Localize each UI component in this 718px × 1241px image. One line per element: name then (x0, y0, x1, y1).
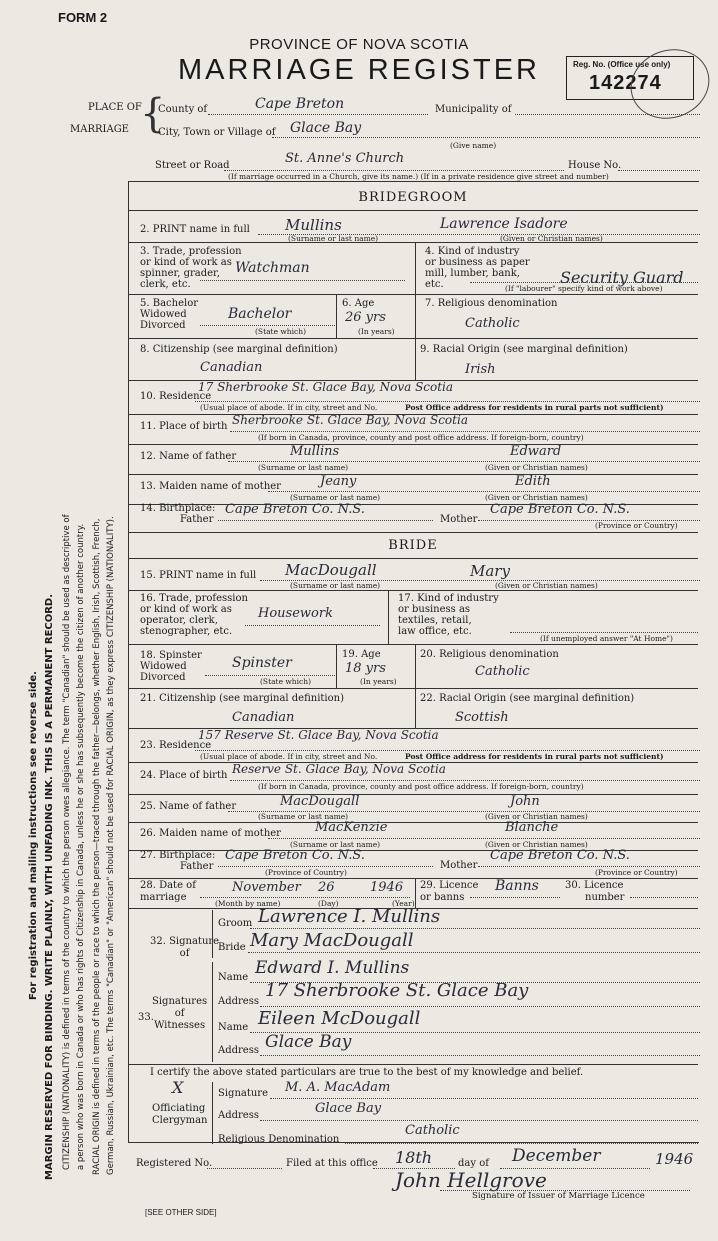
bride-citizenship: Canadian (232, 710, 295, 725)
groom-trade-label: 3. Trade, profession or kind of work as spinner, grader, clerk, etc. (140, 246, 242, 290)
clergy-signature-label: Signature (218, 1088, 269, 1099)
groom-bp-label: 14. Birthplace: Father (140, 503, 216, 525)
groom-trade: Watchman (235, 260, 310, 276)
bride-birth: Reserve St. Glace Bay, Nova Scotia (232, 762, 446, 776)
bride-status-label: 18. Spinster Widowed Divorced (140, 650, 202, 683)
groom-racial: Irish (465, 362, 496, 377)
place-label: PLACE OF (88, 102, 142, 113)
groom-industry: Security Guard (560, 268, 684, 287)
day-sub: (Day) (318, 899, 339, 908)
w1-address: 17 Sherbrooke St. Glace Bay (265, 980, 529, 1001)
clergy-denomination: Catholic (405, 1123, 460, 1138)
bride-residence-sub: (Usual place of abode. If in city, street and No. (200, 752, 378, 761)
w1-address-label: Address (218, 996, 259, 1007)
marriage-day: 26 (318, 880, 335, 895)
bride-surname: MacDougall (285, 561, 377, 579)
margin-line-1: For registration and mailing instructions see reverse side. (28, 671, 39, 1000)
bride-given: Mary (470, 562, 510, 580)
licence-label: 29. Licence or banns (420, 880, 479, 903)
clergy-mark: X (172, 1078, 184, 1097)
signature-of-label: 32. Signature of (150, 936, 220, 959)
bride-bp-sub2: (Province or Country) (595, 868, 678, 877)
officiating-label: Officiating Clergyman (152, 1103, 208, 1126)
bride-header: BRIDE (388, 538, 438, 553)
bride-birth-sub: (If born in Canada, province, county and post office address. If foreign-born, country) (258, 782, 584, 791)
bride-racial-label: 22. Racial Origin (see marginal definition) (420, 693, 635, 704)
w2-name-label: Name (218, 1022, 249, 1033)
registered-label: Registered No. (136, 1158, 213, 1169)
licence-value: Banns (495, 878, 539, 894)
bride-bp-mother-label: Mother (440, 860, 478, 871)
day-of-label: day of (458, 1158, 489, 1169)
groom-birth: Sherbrooke St. Glace Bay, Nova Scotia (232, 413, 468, 427)
groom-status: Bachelor (228, 306, 292, 322)
county-label: County of (158, 104, 208, 115)
groom-father-given-sub: (Given or Christian names) (485, 463, 588, 472)
groom-father-surname: Mullins (290, 444, 340, 459)
province-heading: PROVINCE OF NOVA SCOTIA (249, 36, 469, 53)
clergy-denomination-label: Religious Denomination (218, 1134, 340, 1145)
bride-age: 18 yrs (345, 661, 386, 676)
groom-sig-label: Groom (218, 918, 253, 929)
bride-signature: Mary MacDougall (250, 930, 414, 951)
groom-residence-sub: (Usual place of abode. If in city, street and No. (200, 403, 378, 412)
groom-mother-surname: Jeany (320, 474, 357, 489)
marriage-label: MARRIAGE (70, 124, 129, 135)
groom-given: Lawrence Isadore (440, 216, 568, 232)
margin-line-5: RACIAL ORIGIN is defined in terms of the people or race to which the person—traced through the father—belongs, whether English, Irish, Scottish, French, (92, 518, 102, 1175)
bride-mother-surname: MacKenzie (315, 820, 388, 835)
city-label: City, Town or Village of (158, 127, 276, 138)
street-value: St. Anne's Church (285, 151, 405, 166)
w1-name: Edward I. Mullins (255, 958, 410, 978)
bride-birth-label: 24. Place of birth (140, 770, 228, 781)
bridegroom-header: BRIDEGROOM (358, 190, 468, 205)
w2-name: Eileen McDougall (258, 1008, 421, 1029)
groom-industry-label: 4. Kind of industry or business as paper mill, lumber, bank, etc. (425, 246, 530, 290)
groom-mother-given-sub: (Given or Christian names) (485, 493, 588, 502)
municipality-label: Municipality of (435, 104, 512, 115)
bride-given-sub: (Given or Christian names) (495, 581, 598, 590)
groom-age: 26 yrs (345, 310, 386, 325)
groom-residence-sub-bold: Post Office address for residents in rural parts not sufficient) (405, 403, 664, 412)
groom-bp-father: Cape Breton Co. N.S. (225, 502, 365, 517)
bride-religion: Catholic (475, 664, 530, 679)
bride-print-label: 15. PRINT name in full (140, 570, 257, 581)
bride-father-surname-sub: (Surname or last name) (258, 812, 349, 821)
bride-religion-label: 20. Religious denomination (420, 649, 559, 660)
bride-trade: Housework (258, 606, 333, 621)
street-note: (If marriage occurred in a Church, give its name.) (If in a private residence give street and number) (228, 172, 609, 181)
groom-print-label: 2. PRINT name in full (140, 224, 250, 235)
filed-day: 18th (395, 1148, 433, 1167)
groom-given-sub: (Given or Christian names) (500, 234, 603, 243)
bride-residence-sub-bold: Post Office address for residents in rural parts not sufficient) (405, 752, 664, 761)
bride-mother-label: 26. Maiden name of mother (140, 828, 281, 839)
brace-icon: { (140, 91, 166, 137)
w2-address-label: Address (218, 1045, 259, 1056)
county-value: Cape Breton (255, 96, 345, 112)
groom-surname-sub: (Surname or last name) (288, 234, 379, 243)
bride-father-label: 25. Name of father (140, 801, 237, 812)
w1-name-label: Name (218, 972, 249, 983)
bride-racial: Scottish (455, 710, 509, 725)
groom-status-label: 5. Bachelor Widowed Divorced (140, 298, 198, 331)
bride-bp-sub: (Province of Country) (265, 868, 347, 877)
filed-month: December (512, 1146, 601, 1166)
bride-citizenship-label: 21. Citizenship (see marginal definition) (140, 693, 344, 704)
groom-mother-label: 13. Maiden name of mother (140, 481, 281, 492)
groom-industry-sub: (If "labourer" specify kind of work above) (505, 284, 663, 293)
bride-residence: 157 Reserve St. Glace Bay, Nova Scotia (198, 728, 439, 742)
groom-age-sub: (In years) (358, 327, 395, 336)
city-value: Glace Bay (290, 120, 362, 136)
clergy-address: Glace Bay (315, 1101, 382, 1116)
clergy-address-label: Address (218, 1110, 259, 1121)
groom-surname: Mullins (285, 216, 342, 234)
groom-signature: Lawrence I. Mullins (258, 906, 441, 927)
margin-line-6: German, Russian, Ukrainian, etc. The terms "Canadian" or "American" should not be used for RACIAL ORIGIN, as they express CITIZENSHIP (NATIONALITY). (106, 516, 116, 1175)
licence-number-label: 30. Licence number (565, 880, 625, 903)
margin-line-2: MARGIN RESERVED FOR BINDING. WRITE PLAINLY, WITH UNFADING INK. THIS IS A PERMANENT RECORD. (44, 593, 55, 1180)
groom-bp-mother: Cape Breton Co. N.S. (490, 502, 630, 517)
groom-father-surname-sub: (Surname or last name) (258, 463, 349, 472)
bride-industry-sub: (If unemployed answer "At Home") (540, 634, 673, 643)
bride-residence-label: 23. Residence (140, 740, 212, 751)
bride-father-given: John (510, 794, 540, 809)
bride-bp-mother: Cape Breton Co. N.S. (490, 848, 630, 863)
groom-residence: 17 Sherbrooke St. Glace Bay, Nova Scotia (198, 380, 454, 394)
bride-bp-father: Cape Breton Co. N.S. (225, 848, 365, 863)
marriage-month: November (232, 880, 301, 895)
bride-father-given-sub: (Given or Christian names) (485, 812, 588, 821)
groom-religion-label: 7. Religious denomination (425, 298, 558, 309)
month-sub: (Month by name) (215, 899, 281, 908)
bride-status: Spinster (232, 655, 292, 671)
bride-mother-surname-sub: (Surname or last name) (290, 840, 381, 849)
bride-father-surname: MacDougall (280, 794, 360, 809)
groom-citizenship: Canadian (200, 360, 263, 375)
page-title: MARRIAGE REGISTER (178, 54, 540, 86)
bride-mother-given: Blanche (505, 820, 559, 835)
groom-bp-mother-label: Mother (440, 514, 478, 525)
margin-line-4: a person who was born in Canada or who has rights of Citizenship in Canada, unless he or she has subsequently become the citizen of another country. (76, 523, 86, 1170)
bride-industry-label: 17. Kind of industry or business as textiles, retail, law office, etc. (398, 593, 499, 637)
margin-line-3: CITIZENSHIP (NATIONALITY) is defined in terms of the country to which the person owes allegiance. The term "Canadian" should be used as descriptive of (62, 514, 72, 1170)
bride-age-label: 19. Age (342, 649, 381, 660)
clergy-signature: M. A. MacAdam (285, 1080, 391, 1095)
certify-statement: I certify the above stated particulars are true to the best of my knowledge and belief. (150, 1067, 584, 1078)
bride-bp-label: 27. Birthplace: Father (140, 850, 216, 872)
groom-mother-given: Edith (515, 474, 551, 489)
see-other-side: [SEE OTHER SIDE] (145, 1208, 217, 1217)
groom-father-given: Edward (510, 444, 562, 459)
groom-father-label: 12. Name of father (140, 451, 237, 462)
groom-citizenship-label: 8. Citizenship (see marginal definition) (140, 344, 338, 355)
bride-age-sub: (In years) (360, 677, 397, 686)
bride-sig-label: Bride (218, 942, 246, 953)
street-label: Street or Road (155, 160, 230, 171)
groom-age-label: 6. Age (342, 298, 375, 309)
groom-mother-surname-sub: (Surname or last name) (290, 493, 381, 502)
filed-label: Filed at this office (286, 1158, 378, 1169)
groom-birth-label: 11. Place of birth (140, 421, 228, 432)
groom-religion: Catholic (465, 316, 520, 331)
witness-number: 33. (138, 1012, 154, 1023)
marriage-date-label: 28. Date of marriage (140, 880, 196, 903)
groom-residence-label: 10. Residence (140, 391, 212, 402)
year-sub: (Year) (392, 899, 415, 908)
groom-status-sub: (State which) (255, 327, 306, 336)
reg-number: 142274 (589, 72, 662, 94)
filed-year: 1946 (655, 1150, 694, 1168)
groom-racial-label: 9. Racial Origin (see marginal definition) (420, 344, 628, 355)
bride-surname-sub: (Surname or last name) (290, 581, 381, 590)
give-name-note: (Give name) (450, 141, 497, 150)
bride-mother-given-sub: (Given or Christian names) (485, 840, 588, 849)
w2-address: Glace Bay (265, 1032, 352, 1052)
groom-bp-sub: (Province or Country) (595, 521, 678, 530)
witnesses-label: Signatures of Witnesses (152, 996, 208, 1031)
house-label: House No. (568, 160, 622, 171)
bride-trade-label: 16. Trade, profession or kind of work as operator, clerk, stenographer, etc. (140, 593, 248, 637)
bride-status-sub: (State which) (260, 677, 311, 686)
issuer-signature: John Hellgrove (395, 1168, 547, 1192)
marriage-year: 1946 (370, 880, 404, 895)
groom-birth-sub: (If born in Canada, province, county and post office address. If foreign-born, country) (258, 433, 584, 442)
reg-label: Reg. No. (Office use only) (573, 60, 671, 69)
form-number: FORM 2 (58, 10, 108, 25)
issuer-label: Signature of Issuer of Marriage Licence (472, 1191, 645, 1201)
